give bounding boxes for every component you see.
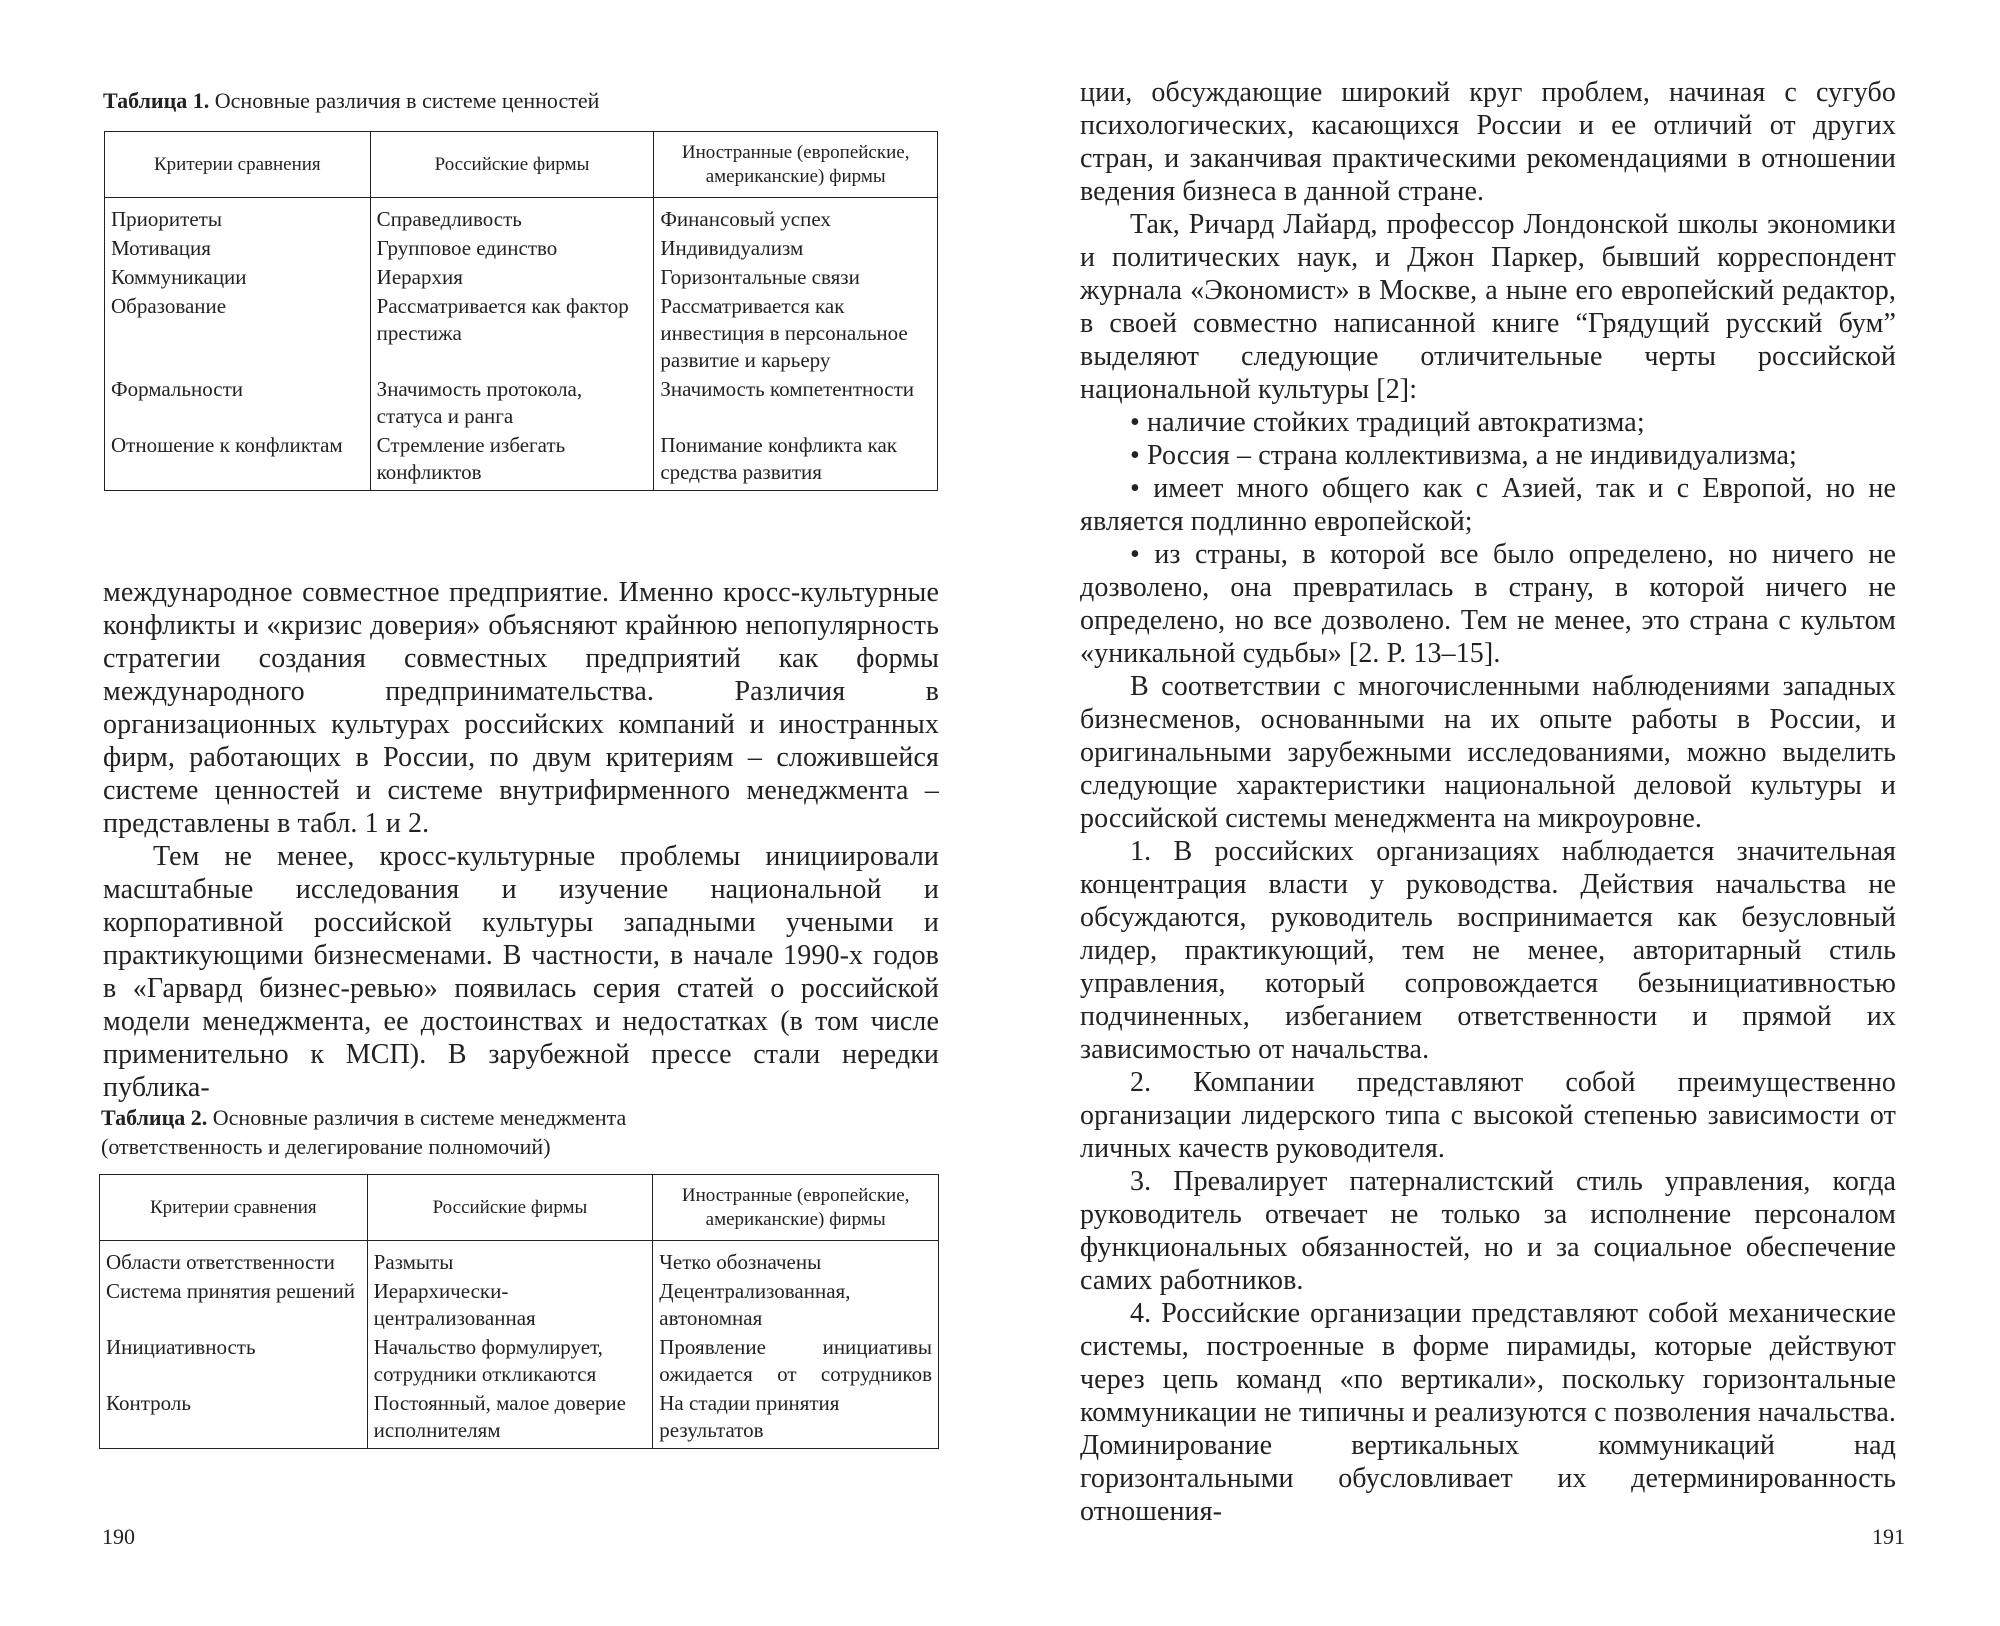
table-cell: На стадии принятия результатов [653,1389,939,1449]
page-number-left: 190 [102,1524,135,1549]
table1-header: Российские фирмы [370,132,654,198]
table-row [105,431,938,491]
paragraph: международное совместное предприятие. Именно кросс-культурные конфликты и «кризис доверия» объясняют крайнюю непопулярность стратегии создания совместных предприятий как формы международного предпринимательства. Различия в организационных культурах российских компаний и иностранных фирм, работающих в России, по двум критериям – сложившейся системе ценностей и системе внутрифирменного менеджмента – представлены в табл. 1 и 2. [103,577,939,839]
paragraph: ции, обсуждающие широкий круг проблем, начиная с сугубо психологических, касающихся России и ее отличий от других стран, и заканчивая практическими рекомендациями в отношении ведения бизнеса в данной стране. [1080,77,1896,207]
right-body-text [1080,76,1896,1528]
numbered-item: 2. Компании представляют собой преимущественно организации лидерского типа с высокой степенью зависимости от личных качеств руководителя. [1080,1067,1896,1164]
left-body-text [103,576,939,1104]
numbered-item: 1. В российских организациях наблюдается значительная концентрация власти у руководства. Действия начальства не обсуждаются, руководитель воспринимается как безусловный лидер, практикующий, тем не менее, авторитарный стиль управления, который сопровождается безынициативностью подчиненных, избеганием ответственности и прямой их зависимостью от начальства. [1080,836,1896,1065]
table-cell: Понимание конфликта как средства развития [654,431,938,491]
table-cell: Рассматривается как инвестиция в персональное развитие и карьеру [654,292,938,375]
paragraph: Так, Ричард Лайард, профессор Лондонской школы экономики и политических наук, и Джон Паркер, бывший корреспондент журнала «Экономист» в Москве, а ныне его европейский редактор, в своей совместно написанной книге “Грядущий русский бум” выделяют следующие отличительные черты российской национальной культуры [2]: [1080,209,1896,405]
table-cell: Образование [105,292,371,375]
table-cell: Приоритеты [105,198,371,235]
paragraph: Тем не менее, кросс-культурные проблемы инициировали масштабные исследования и изучение национальной и корпоративной российской культуры западными учеными и практикующими бизнесменами. В частности, в начале 1990-х годов в «Гарвард бизнес-ревью» появилась серия статей о российской модели менеджмента, ее достоинствах и недостатках (в том числе применительно к МСП). В зарубежной прессе стали нередки публика- [103,841,939,1103]
table2-header: Критерии сравнения [100,1175,368,1241]
table1-caption-label: Таблица 1. [103,88,210,113]
table2-caption-line2: (ответственность и делегирование полномочий) [101,1134,551,1159]
table1-header-row [105,132,938,198]
table-row [105,198,938,235]
table-cell: Справедливость [370,198,654,235]
right-page [1000,0,2000,1626]
table-cell: Постоянный, малое доверие исполнителям [367,1389,653,1449]
table2-caption [101,1103,626,1161]
bullet-item: • Россия – страна коллективизма, а не индивидуализма; [1130,440,1797,471]
table-row [100,1277,939,1333]
table-cell: Начальство формулирует, сотрудники откликаются [367,1333,653,1389]
table1-caption [103,86,599,115]
bullet-item: • из страны, в которой все было определено, но ничего не дозволено, она превратилась в страну, в которой ничего не определено, но все дозволено. Тем не менее, это страна с культом «уникальной судьбы» [2. P. 13–15]. [1080,539,1896,669]
table-cell: Стремление избегать конфликтов [370,431,654,491]
table-cell: Иерархия [370,263,654,292]
table-cell: Четко обозначены [653,1241,939,1278]
table-cell: Децентрализованная, автономная [653,1277,939,1333]
table1-caption-text: Основные различия в системе ценностей [209,88,600,113]
table1-header: Критерии сравнения [105,132,371,198]
bullet-item: • наличие стойких традиций автократизма; [1130,407,1645,438]
table-row [100,1389,939,1449]
paragraph: В соответствии с многочисленными наблюдениями западных бизнесменов, основанными на их опыте работы в России, и оригинальными зарубежными исследованиями, можно выделить следующие характеристики национальной деловой культуры и российской системы менеджмента на микроуровне. [1080,671,1896,834]
table-cell: Групповое единство [370,234,654,263]
table-cell: Коммуникации [105,263,371,292]
table-cell: Инициативность [100,1333,368,1389]
table-cell: Отношение к конфликтам [105,431,371,491]
table-row [100,1333,939,1389]
table-cell: Размыты [367,1241,653,1278]
table2 [99,1174,939,1449]
bullet-item: • имеет много общего как с Азией, так и с Европой, но не является подлинно европейской; [1080,473,1896,537]
table-cell: Формальности [105,375,371,431]
table-cell: Значимость компетентности [654,375,938,431]
table1-header: Иностранные (европейские, американские) фирмы [654,132,938,198]
table2-caption-text: Основные различия в системе менеджмента [207,1105,627,1130]
table-row [105,263,938,292]
table-row [105,292,938,375]
table-cell: Горизонтальные связи [654,263,938,292]
table-row [105,375,938,431]
table-cell: Индивидуализм [654,234,938,263]
table-cell: Мотивация [105,234,371,263]
table-cell: Финансовый успех [654,198,938,235]
table-row [105,234,938,263]
table2-header: Иностранные (европейские, американские) фирмы [653,1175,939,1241]
numbered-item: 3. Превалирует патерналистский стиль управления, когда руководитель отвечает не только за исполнение персоналом функциональных обязанностей, но и за социальное обеспечение самих работников. [1080,1166,1896,1296]
table-cell: Области ответственности [100,1241,368,1278]
table-row [100,1241,939,1278]
numbered-item: 4. Российские организации представляют собой механические системы, построенные в форме пирамиды, которые действуют через цепь команд «по вертикали», поскольку горизонтальные коммуникации не типичны и реализуются с позволения начальства. Доминирование вертикальных коммуникаций над горизонтальными обусловливает их детерминированность отношения- [1080,1298,1896,1527]
page-number-right: 191 [1872,1524,1905,1549]
table-cell: Проявление инициативы ожидается от сотрудников [653,1333,939,1389]
table2-header: Российские фирмы [367,1175,653,1241]
table-cell: Рассматривается как фактор престижа [370,292,654,375]
table-cell: Иерархически-централизованная [367,1277,653,1333]
table2-header-row [100,1175,939,1241]
table2-caption-label: Таблица 2. [101,1105,208,1130]
table-cell: Значимость протокола, статуса и ранга [370,375,654,431]
table1 [104,131,938,491]
table-cell: Система принятия решений [100,1277,368,1333]
table-cell: Контроль [100,1389,368,1449]
